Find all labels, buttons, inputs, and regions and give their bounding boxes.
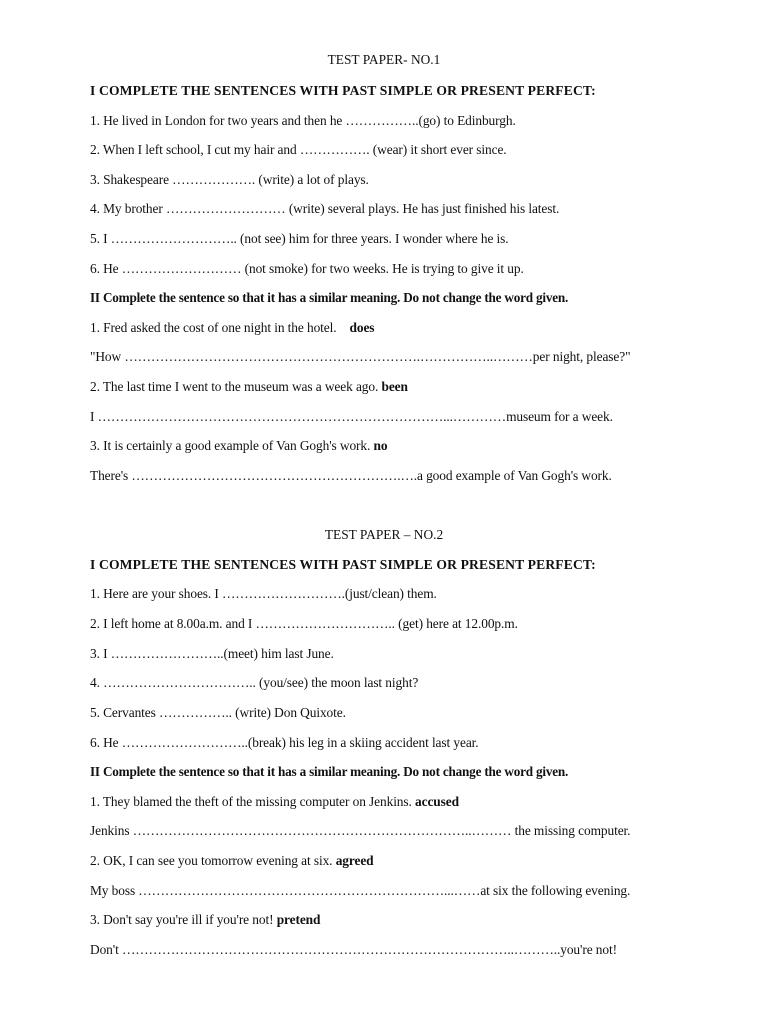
paper1-exercise-item: 4. My brother ……………………… (write) several plays. He has just finished his latest. <box>90 201 560 216</box>
paper2-exercise-item: 4. …………………………….. (you/see) the moon last night? <box>90 675 419 690</box>
paper2-section2-heading: II Complete the sentence so that it has a similar meaning. Do not change the word given. <box>90 764 569 779</box>
paper1-title: TEST PAPER- NO.1 <box>327 52 441 67</box>
paper1-exercise-item: 6. He ……………………… (not smoke) for two weeks. He is trying to give it up. <box>90 261 524 276</box>
paper1-transform-prompt <box>90 438 387 454</box>
paper2-title: TEST PAPER – NO.2 <box>324 527 444 542</box>
paper2-exercise-item: 3. I ……………………..(meet) him last June. <box>90 646 334 661</box>
paper2-transform-prompt <box>90 912 320 928</box>
prompt-text: 1. They blamed the theft of the missing computer on Jenkins. <box>90 794 412 809</box>
paper2-exercise-item: 1. Here are your shoes. I ……………………….(just/clean) them. <box>90 586 437 601</box>
paper2-section1-heading: I COMPLETE THE SENTENCES WITH PAST SIMPLE OR PRESENT PERFECT: <box>90 557 596 572</box>
prompt-text: 1. Fred asked the cost of one night in the hotel. <box>90 320 337 335</box>
paper2-answer-line: Jenkins …………………………………………………………………..……… the missing computer. <box>90 823 631 838</box>
paper2-exercise-item: 2. I left home at 8.00a.m. and I ………………………….. (get) here at 12.00p.m. <box>90 616 518 631</box>
prompt-text: 3. Don't say you're ill if you're not! <box>90 912 274 927</box>
prompt-text: 2. OK, I can see you tomorrow evening at six. <box>90 853 333 868</box>
keyword: agreed <box>335 853 374 868</box>
paper1-answer-line: There's …………………………………………………….….a good example of Van Gogh's work. <box>90 468 612 483</box>
keyword: accused <box>415 794 459 809</box>
prompt-text: 2. The last time I went to the museum was a week ago. <box>90 379 379 394</box>
paper1-exercise-item: 5. I ……………………….. (not see) him for three years. I wonder where he is. <box>90 231 509 246</box>
paper1-answer-line: "How ………………………………………………………….……………..………per night, please?" <box>90 349 631 364</box>
paper1-section2-heading: II Complete the sentence so that it has a similar meaning. Do not change the word given. <box>90 290 569 305</box>
paper1-answer-line: I ……………………………………………………………………...…………museum for a week. <box>90 409 613 424</box>
paper2-exercise-item: 6. He ………………………..(break) his leg in a skiing accident last year. <box>90 735 479 750</box>
paper1-transform-prompt <box>90 320 374 336</box>
keyword: does <box>349 320 375 335</box>
paper2-exercise-item: 5. Cervantes …………….. (write) Don Quixote. <box>90 705 346 720</box>
paper2-transform-prompt <box>90 794 459 810</box>
prompt-text: 3. It is certainly a good example of Van Gogh's work. <box>90 438 371 453</box>
keyword: no <box>373 438 388 453</box>
paper2-answer-line: Don't ……………………………………………………………………………..………..you're not! <box>90 942 617 957</box>
paper1-exercise-item: 1. He lived in London for two years and then he ……………..(go) to Edinburgh. <box>90 113 516 128</box>
paper1-exercise-item: 2. When I left school, I cut my hair and ……………. (wear) it short ever since. <box>90 142 507 157</box>
paper2-answer-line: My boss ……………………………………………………………...……at six the following evening. <box>90 883 631 898</box>
paper1-exercise-item: 3. Shakespeare ………………. (write) a lot of plays. <box>90 172 369 187</box>
paper1-transform-prompt <box>90 379 408 395</box>
paper2-transform-prompt <box>90 853 374 869</box>
paper1-section1-heading: I COMPLETE THE SENTENCES WITH PAST SIMPLE OR PRESENT PERFECT: <box>90 83 596 98</box>
keyword: pretend <box>276 912 321 927</box>
keyword: been <box>381 379 408 394</box>
